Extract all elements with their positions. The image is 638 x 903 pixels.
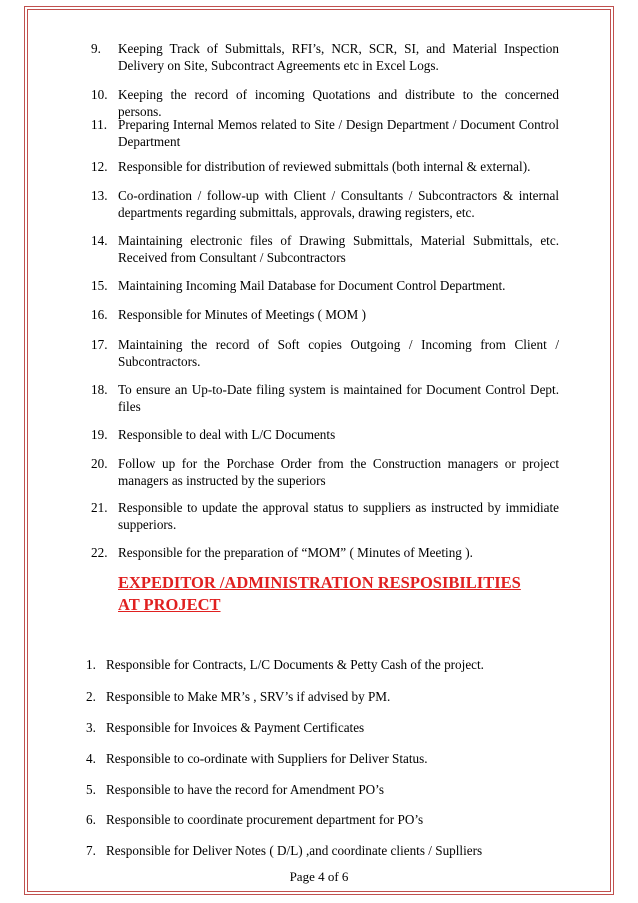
list-item: 20. Follow up for the Porchase Order from the Construction managers or project managers as instructed by the superiors (91, 456, 559, 488)
list-item: 3. Responsible for Invoices & Payment Certificates (86, 720, 365, 735)
list-item: 11. Preparing Internal Memos related to Site / Design Department / Document Control Department (91, 117, 559, 149)
list-item: 18. To ensure an Up-to-Date filing system is maintained for Document Control Dept. files (91, 382, 559, 414)
list-item: 19. Responsible to deal with L/C Documents (91, 427, 336, 442)
page-number: Page 4 of 6 (289, 869, 349, 884)
list-item: 13. Co-ordination / follow-up with Client / Consultants / Subcontractors & internal departments regarding submittals, approvals, drawing registers, etc. (91, 188, 559, 220)
section-heading: EXPEDITOR /ADMINISTRATION RESPOSIBILITIES AT PROJECT (118, 573, 521, 614)
list-item: 16. Responsible for Minutes of Meetings ( MOM ) (91, 307, 366, 322)
list-item: 7. Responsible for Deliver Notes ( D/L) ,and coordinate clients / Suplliers (86, 843, 483, 858)
list-item: 12. Responsible for distribution of reviewed submittals (both internal & external). (91, 159, 531, 174)
list-item: 10. Keeping the record of incoming Quotations and distribute to the concerned persons. (91, 87, 559, 119)
list-item: 22. Responsible for the preparation of “MOM” ( Minutes of Meeting ). (91, 545, 473, 560)
list-item: 5. Responsible to have the record for Amendment PO’s (86, 782, 384, 797)
list-item: 21. Responsible to update the approval status to suppliers as instructed by immidiate supperiors. (91, 500, 559, 532)
list-item: 15. Maintaining Incoming Mail Database for Document Control Department. (91, 278, 506, 293)
list-item: 17. Maintaining the record of Soft copies Outgoing / Incoming from Client / Subcontractors. (91, 337, 559, 369)
list-item: 9. Keeping Track of Submittals, RFI’s, NCR, SCR, SI, and Material Inspection Delivery on Site, Subcontract Agreements etc in Excel Logs. (91, 41, 559, 73)
list-item: 1. Responsible for Contracts, L/C Documents & Petty Cash of the project. (86, 657, 484, 672)
list-item: 14. Maintaining electronic files of Drawing Submittals, Material Submittals, etc. Received from Consultant / Subcontractors (91, 233, 559, 265)
list-item: 6. Responsible to coordinate procurement department for PO’s (86, 812, 424, 827)
list-item: 4. Responsible to co-ordinate with Suppliers for Deliver Status. (86, 751, 428, 766)
list-item: 2. Responsible to Make MR’s , SRV’s if advised by PM. (86, 689, 391, 704)
